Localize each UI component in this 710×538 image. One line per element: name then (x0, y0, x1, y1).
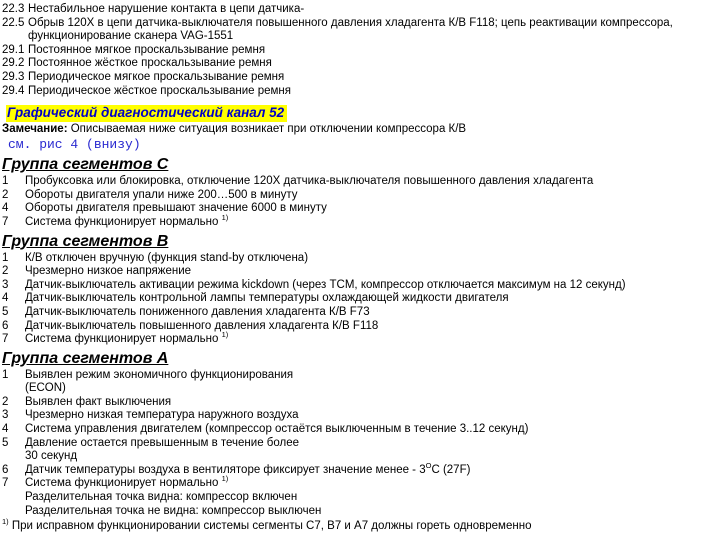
group-heading: Группа сегментов B (2, 232, 169, 250)
fault-code-item (2, 44, 708, 58)
segment-item (2, 292, 708, 306)
footnote (2, 519, 708, 533)
note-text: Описываемая ниже ситуация возникает при отключении компрессора К/В (70, 123, 467, 136)
fault-code-item (2, 85, 708, 99)
degree-superscript: O (425, 461, 432, 471)
footnote-text: При исправном функционировании системы сегменты C7, B7 и A7 должны гореть одновременно (11, 520, 532, 533)
segment-number: 1 (2, 368, 9, 381)
fault-code-text: Периодическое жёсткое проскальзывание ремня (28, 84, 292, 97)
segment-text: Чрезмерно низкая температура наружного воздуха (25, 409, 299, 422)
footnote-marker: 1) (2, 517, 9, 527)
segment-number: 2 (2, 188, 9, 201)
segment-text-line2: (ECON) (25, 382, 66, 395)
segment-subline: Разделительная точка видна: компрессор включен (25, 491, 298, 504)
fault-code-text: Нестабильное нарушение контакта в цепи датчика- (28, 3, 305, 15)
segment-item (2, 330, 708, 347)
segment-number: 2 (2, 395, 9, 408)
segment-item (2, 461, 708, 478)
segment-item (2, 306, 708, 320)
fault-code-item (2, 3, 708, 17)
fault-code-number: 22.3 (2, 3, 25, 15)
segment-number: 4 (2, 423, 9, 436)
segment-text: Система управления двигателем (компрессор остаётся выключенным в течение 3..12 секунд) (25, 423, 529, 436)
fault-code-list (2, 3, 708, 98)
segment-number: 6 (2, 463, 9, 476)
segment-item (2, 265, 708, 279)
segment-subline: Разделительная точка не видна: компрессор выключен (25, 504, 322, 517)
note-line (2, 122, 708, 136)
segment-text: Выявлен режим экономичного функционирования (25, 368, 294, 381)
fault-code-item (2, 57, 708, 71)
segment-text: Чрезмерно низкое напряжение (25, 265, 192, 278)
fault-code-text: Постоянное жёсткое проскальзывание ремня (28, 57, 272, 70)
segment-item (2, 423, 708, 437)
fault-code-number: 22.5 (2, 16, 25, 29)
segment-text: Пробуксовка или блокировка, отключение 120X датчика-выключателя повышенного давления хладагента (25, 175, 594, 188)
figure-reference-link[interactable]: см. рис 4 (внизу) (8, 137, 141, 153)
segment-text: Выявлен факт выключения (25, 395, 172, 408)
segment-item (2, 202, 708, 216)
segment-item (2, 369, 708, 383)
group-item-list (2, 252, 708, 347)
segment-text: К/В отключен вручную (функция stand-by отключена) (25, 251, 309, 264)
group-heading: Группа сегментов A (2, 349, 169, 367)
fault-code-number: 29.2 (2, 57, 25, 70)
segment-item (2, 252, 708, 266)
segment-item (2, 279, 708, 293)
segment-item (2, 189, 708, 203)
fault-code-number: 29.1 (2, 43, 25, 56)
segment-text: Давление остается превышенным в течение более (25, 436, 300, 449)
fault-code-item (2, 71, 708, 85)
segment-text (25, 330, 708, 347)
segment-item (2, 396, 708, 410)
fault-code-number: 29.4 (2, 84, 25, 97)
segment-group-b (2, 232, 708, 347)
segment-number: 7 (2, 215, 9, 228)
fault-code-text-line2: функционирование сканера VAG-1551 (28, 30, 234, 43)
footnote-marker: 1) (221, 330, 229, 340)
fault-code-item (2, 17, 708, 31)
segment-number: 5 (2, 305, 9, 318)
segment-item (2, 474, 708, 491)
segment-item (2, 437, 708, 451)
segment-text (25, 213, 708, 230)
segment-text: Обороты двигателя упали ниже 200…500 в минуту (25, 188, 298, 201)
note-label: Замечание: (2, 123, 68, 136)
segment-group-c (2, 155, 708, 229)
segment-item (2, 409, 708, 423)
segment-text: Обороты двигателя превышают значение 6000 в минуту (25, 202, 327, 215)
segment-text (25, 474, 708, 491)
segment-number: 3 (2, 278, 9, 291)
fault-code-text: Обрыв 120X в цепи датчика-выключателя повышенного давления хладагента К/В F118; цепь реактивации компрессора, (28, 16, 673, 29)
channel-heading: Графический диагностический канал 52 (6, 105, 287, 122)
segment-text-main: Система функционирует нормально (25, 477, 219, 490)
segment-number: 4 (2, 292, 9, 305)
segment-number: 7 (2, 333, 9, 346)
segment-number: 1 (2, 251, 9, 264)
segment-number: 5 (2, 436, 9, 449)
group-heading: Группа сегментов C (2, 156, 169, 174)
fault-code-text: Постоянное мягкое проскальзывание ремня (28, 43, 266, 56)
fault-code-text: Периодическое мягкое проскальзывание ремня (28, 70, 285, 83)
segment-text (25, 461, 708, 478)
segment-text: Датчик-выключатель повышенного давления хладагента К/В F118 (25, 319, 379, 332)
segment-number: 3 (2, 409, 9, 422)
segment-item (2, 175, 708, 189)
fault-code-number: 29.3 (2, 70, 25, 83)
footnote-marker: 1) (221, 474, 229, 484)
segment-text: Датчик-выключатель пониженного давления хладагента К/В F73 (25, 305, 370, 318)
segment-number: 6 (2, 319, 9, 332)
footnote-marker: 1) (221, 213, 229, 223)
segment-text-main: Система функционирует нормально (25, 215, 219, 228)
segment-text-main: Датчик температуры воздуха в вентиляторе фиксирует значение менее - 3 (25, 463, 426, 476)
group-item-list (2, 175, 708, 229)
segment-item (2, 320, 708, 334)
segment-number: 7 (2, 477, 9, 490)
segment-number: 1 (2, 175, 9, 188)
group-item-list (2, 369, 708, 519)
segment-text-line2: 30 секунд (25, 450, 78, 463)
segment-text: Датчик-выключатель активации режима kickdown (через TCM, компрессор отключается максимум на 12 секунд) (25, 278, 626, 291)
segment-item (2, 213, 708, 230)
segment-number: 4 (2, 202, 9, 215)
segment-text: Датчик-выключатель контрольной лампы температуры охлаждающей жидкости двигателя (25, 292, 509, 305)
segment-number: 2 (2, 265, 9, 278)
segment-text-after-sup: C (27F) (431, 463, 471, 476)
segment-group-a (2, 349, 708, 519)
segment-text-main: Система функционирует нормально (25, 333, 219, 346)
channel-heading-block (6, 105, 708, 122)
